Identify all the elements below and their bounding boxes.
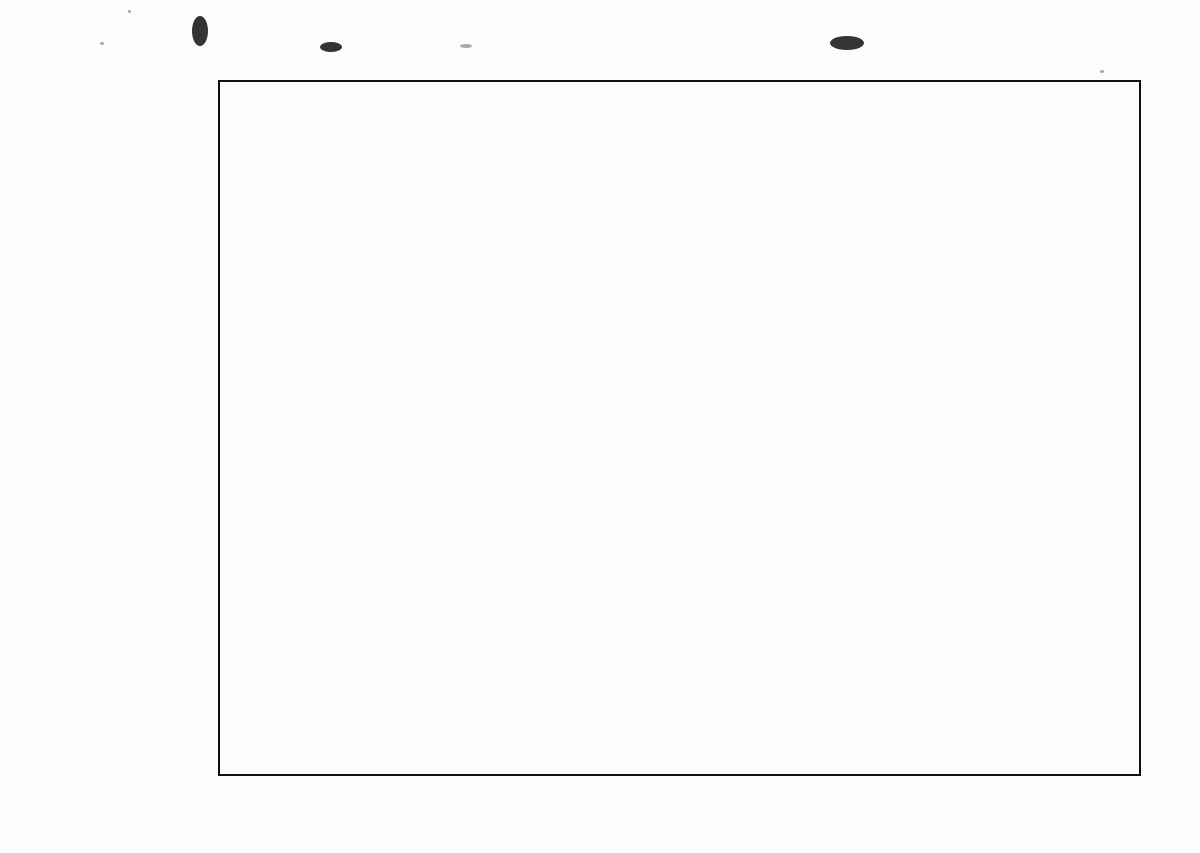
scan-speck	[460, 44, 472, 48]
scan-smudge	[830, 36, 864, 50]
scan-smudge	[320, 42, 342, 52]
scan-speck	[100, 42, 104, 45]
scan-speck	[1100, 70, 1104, 73]
scan-smudge	[192, 16, 208, 46]
scan-speck	[128, 10, 131, 13]
apartment-table	[218, 80, 1141, 776]
